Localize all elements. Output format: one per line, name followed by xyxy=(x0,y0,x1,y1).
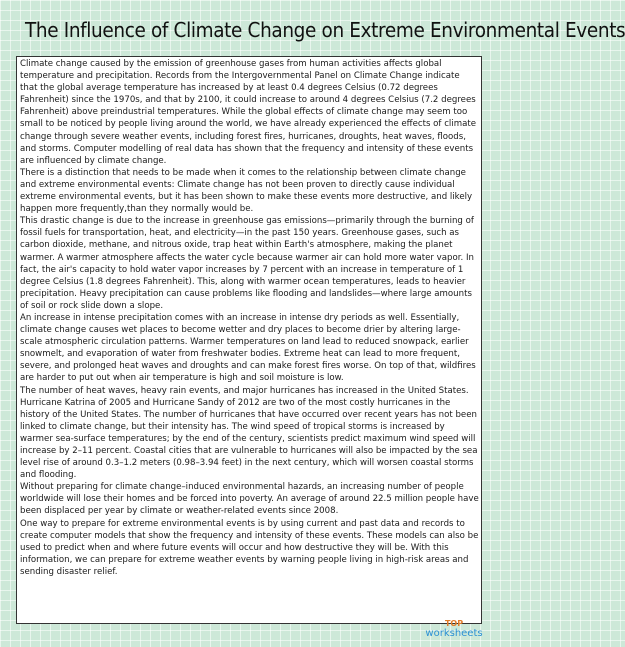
page-title: The Influence of Climate Change on Extreme Environmental Events xyxy=(25,18,625,42)
paragraph: Climate change caused by the emission of greenhouse gases from human activities affects global temperature and precipitation. Records from the Intergovernmental Panel on Climate Change indicate that the global average temperature has increased by at least 0.4 degrees Celsius (0.72 degrees Fahrenheit) since the 1970s, and that by 2100, it could increase to around 4 degrees Celsius (7.2 degrees Fahrenheit) above preindustrial temperatures. While the global effects of climate change may seem too small to be noticed by people living around the world, we have already experienced the effects of climate change through severe weather events, including forest fires, hurricanes, droughts, heat waves, floods, and storms. Computer modelling of real data has shown that the frequency and intensity of these events are influenced by climate change. xyxy=(20,59,476,166)
brand-logo xyxy=(422,619,486,643)
paragraph: This drastic change is due to the increase in greenhouse gas emissions—primarily through the burning of fossil fuels for transportation, heat, and electricity—in the past 150 years. Greenhouse gases, such as carbon dioxide, methane, and nitrous oxide, trap heat within Earth's atmosphere, making the planet warmer. A warmer atmosphere affects the water cycle because warmer air can hold more water vapor. In fact, the air's capacity to hold water vapor increases by 7 percent with an increase in temperature of 1 degree Celsius (1.8 degrees Fahrenheit). This, along with warmer ocean temperatures, leads to heavier precipitation. Heavy precipitation can cause problems like flooding and landslides—where large amounts of soil or rock slide down a slope. xyxy=(20,216,474,311)
paragraph: There is a distinction that needs to be made when it comes to the relationship between climate change and extreme environmental events: Climate change has not been proven to directly cause individual extreme environmental events, but it has been shown to make these events more destructive, and likely happen more frequently,than they normally would be. xyxy=(20,167,473,215)
title-area xyxy=(0,10,625,50)
logo-bottom-text: worksheets xyxy=(425,628,483,639)
paragraph: The number of heat waves, heavy rain events, and major hurricanes has increased in the United States. Hurricane Katrina of 2005 and Hurricane Sandy of 2012 are two of the most costly hurricanes in the history of the United States. The number of hurricanes that have occurred over recent years has not been linked to climate change, but their intensity has. The wind speed of tropical storms is increased by warmer sea-surface temperatures; by the end of the century, scientists predict maximum wind speed will increase by 2–11 percent. Coastal cities that are vulnerable to hurricanes will also be impacted by the sea level rise of around 0.3–1.2 meters (0.98–3.94 feet) in the next century, which will worsen coastal storms and flooding. xyxy=(20,385,478,481)
article-text-box xyxy=(16,56,482,624)
paragraph: One way to prepare for extreme environmental events is by using current and past data and records to create computer models that show the frequency and intensity of these events. These models can also be used to predict when and where future events will occur and how destructive they will be. With this information, we can prepare for extreme weather events by warning people living in high-risk areas and sending disaster relief. xyxy=(20,518,479,577)
paragraph: Without preparing for climate change–induced environmental hazards, an increasing number of people worldwide will lose their homes and be forced into poverty. An average of around 22.5 million people have been displaced per year by climate or weather-related events since 2008. xyxy=(20,482,479,517)
logo-top-text: TOP xyxy=(444,619,464,628)
paragraph: An increase in intense precipitation comes with an increase in intense dry periods as well. Essentially, climate change causes wet places to become wetter and dry places to become drier by altering large-scale atmospheric circulation patterns. Warmer temperatures on land lead to reduced snowpack, earlier snowmelt, and evaporation of water from freshwater bodies. Extreme heat can lead to more frequent, severe, and prolonged heat waves and droughts and can make forest fires worse. On top of that, wildfires are harder to put out when air temperature is high and soil moisture is low. xyxy=(20,312,476,384)
